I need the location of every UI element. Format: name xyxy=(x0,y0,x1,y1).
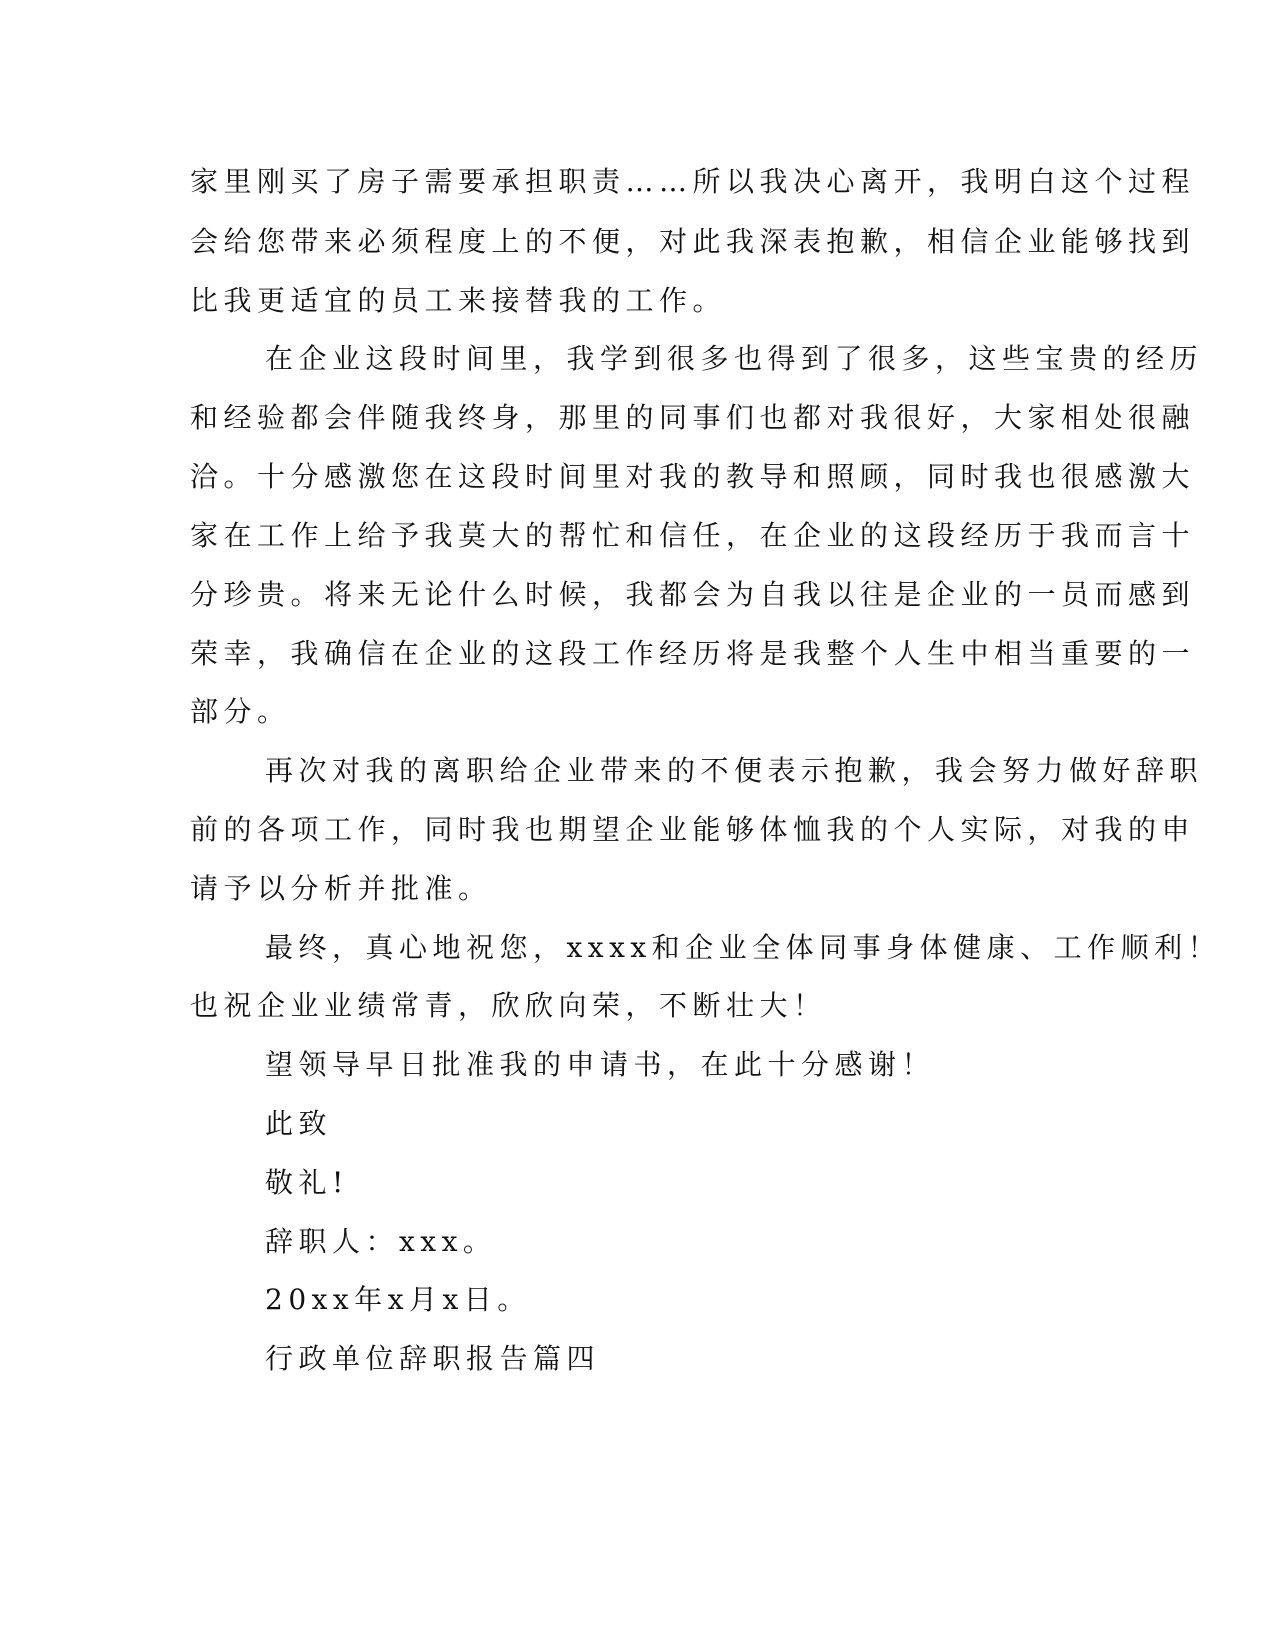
text-line: 在企业这段时间里，我学到很多也得到了很多，这些宝贵的经历 xyxy=(265,342,1204,375)
closing-line: 此致 xyxy=(265,1107,333,1140)
text-line: 再次对我的离职给企业带来的不便表示抱歉，我会努力做好辞职 xyxy=(265,754,1204,787)
text-line: 荣幸，我确信在企业的这段工作经历将是我整个人生中相当重要的一 xyxy=(190,637,1196,670)
signature-line: 辞职人：xxx。 xyxy=(265,1225,497,1258)
text-line: 望领导早日批准我的申请书，在此十分感谢！ xyxy=(265,1048,936,1081)
date-line: 20xx年x月x日。 xyxy=(265,1283,531,1316)
text-line: 最终，真心地祝您，xxxx和企业全体同事身体健康、工作顺利！ xyxy=(265,931,1222,964)
text-line: 会给您带来必须程度上的不便，对此我深表抱歉，相信企业能够找到 xyxy=(190,225,1196,258)
text-line: 请予以分析并批准。 xyxy=(190,872,492,905)
text-line: 前的各项工作，同时我也期望企业能够体恤我的个人实际，对我的申 xyxy=(190,813,1196,846)
text-line: 家在工作上给予我莫大的帮忙和信任，在企业的这段经历于我而言十 xyxy=(190,519,1196,552)
section-heading: 行政单位辞职报告篇四 xyxy=(265,1342,601,1375)
text-line: 比我更适宜的员工来接替我的工作。 xyxy=(190,284,727,317)
text-line: 洽。十分感激您在这段时间里对我的教导和照顾，同时我也很感激大 xyxy=(190,460,1196,493)
text-line: 部分。 xyxy=(190,695,291,728)
text-line: 和经验都会伴随我终身，那里的同事们也都对我很好，大家相处很融 xyxy=(190,401,1196,434)
text-line: 家里刚买了房子需要承担职责……所以我决心离开，我明白这个过程 xyxy=(190,165,1196,198)
text-line: 分珍贵。将来无论什么时候，我都会为自我以往是企业的一员而感到 xyxy=(190,578,1196,611)
closing-line: 敬礼! xyxy=(265,1166,349,1199)
text-line: 也祝企业业绩常青，欣欣向荣，不断壮大！ xyxy=(190,989,827,1022)
